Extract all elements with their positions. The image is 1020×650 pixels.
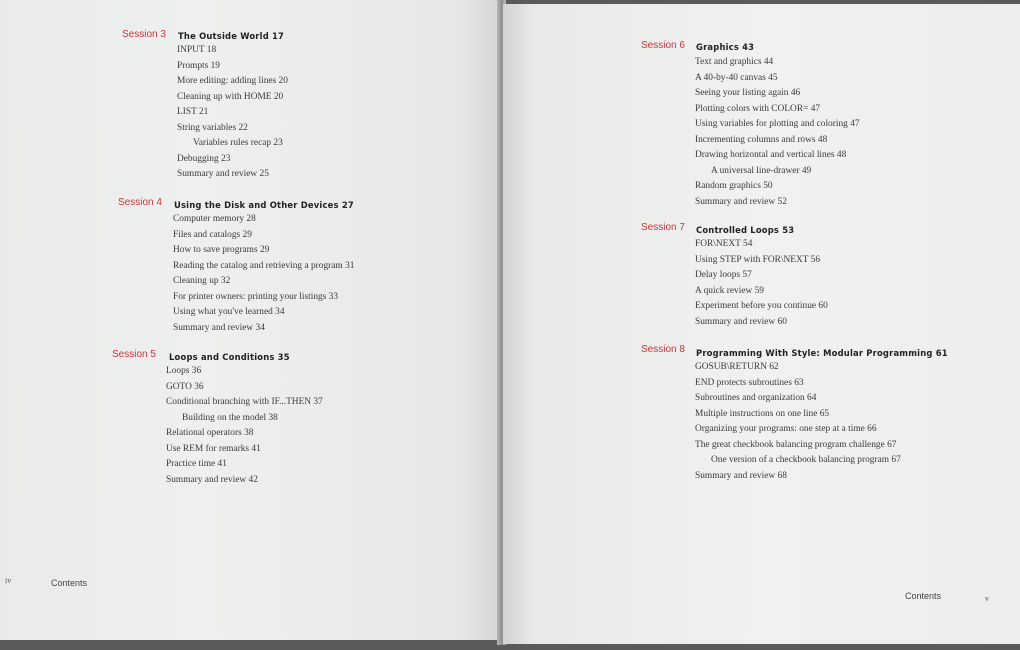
toc-entry: Cleaning up 32 — [173, 276, 231, 286]
toc-entry: Relational operators 38 — [166, 428, 254, 438]
page-number: v — [985, 594, 989, 603]
toc-entry: Experiment before you continue 60 — [695, 301, 828, 311]
toc-entry: Text and graphics 44 — [695, 57, 774, 67]
toc-entry: More editing: adding lines 20 — [177, 76, 288, 86]
toc-entry: Summary and review 25 — [177, 169, 269, 179]
session-label: Session 4 — [118, 197, 162, 208]
session-label: Session 3 — [122, 29, 166, 40]
toc-subentry: Building on the model 38 — [182, 412, 278, 423]
toc-subentry: A universal line-drawer 49 — [711, 165, 812, 176]
toc-entry: For printer owners: printing your listings 33 — [173, 291, 339, 302]
toc-entry: Plotting colors with COLOR= 47 — [695, 103, 821, 114]
toc-entry: How to save programs 29 — [173, 245, 270, 255]
toc-entry: Drawing horizontal and vertical lines 48 — [695, 150, 847, 160]
entry-list — [177, 43, 288, 183]
toc-entry: Use REM for remarks 41 — [166, 443, 261, 454]
toc-entry: The great checkbook balancing program challenge 67 — [695, 439, 897, 450]
right-page — [503, 4, 1020, 644]
toc-entry: Incrementing columns and rows 48 — [695, 134, 828, 145]
toc-entry: Seeing your listing again 46 — [695, 88, 801, 98]
session-title: Graphics 43 — [696, 42, 755, 52]
session-title: Programming With Style: Modular Programming 61 — [696, 348, 948, 358]
toc-entry: String variables 22 — [177, 122, 248, 133]
page-number: iv — [5, 576, 12, 585]
toc-entry: Summary and review 52 — [695, 196, 787, 207]
running-footer: Contents — [51, 578, 88, 588]
toc-entry: LIST 21 — [177, 107, 209, 117]
running-footer: Contents — [905, 591, 942, 601]
toc-entry: INPUT 18 — [177, 45, 217, 55]
toc-entry: GOSUB\RETURN 62 — [695, 362, 779, 372]
toc-entry: Cleaning up with HOME 20 — [177, 91, 284, 102]
left-page — [0, 0, 500, 640]
toc-entry: FOR\NEXT 54 — [695, 239, 753, 249]
entry-list — [173, 212, 354, 336]
entry-list — [695, 237, 828, 330]
toc-subentry: One version of a checkbook balancing program 67 — [711, 455, 901, 465]
toc-entry: Using what you've learned 34 — [173, 307, 285, 317]
toc-entry: Practice time 41 — [166, 459, 227, 469]
session-label: Session 6 — [641, 40, 685, 51]
entry-list — [695, 55, 860, 210]
session-title: Controlled Loops 53 — [696, 225, 795, 235]
toc-entry: Computer memory 28 — [173, 214, 256, 224]
toc-entry: Organizing your programs: one step at a time 66 — [695, 424, 877, 434]
toc-subentry: Variables rules recap 23 — [193, 138, 283, 148]
session-title: Using the Disk and Other Devices 27 — [174, 200, 354, 210]
toc-entry: Subroutines and organization 64 — [695, 393, 817, 403]
toc-entry: A 40-by-40 canvas 45 — [695, 72, 778, 83]
toc-entry: Prompts 19 — [177, 60, 220, 71]
entry-list — [166, 364, 323, 488]
toc-entry: Summary and review 34 — [173, 322, 265, 333]
session-label: Session 5 — [112, 349, 156, 360]
toc-entry: Using STEP with FOR\NEXT 56 — [695, 254, 821, 265]
toc-entry: Files and catalogs 29 — [173, 229, 252, 240]
toc-entry: Delay loops 57 — [695, 270, 752, 280]
toc-entry: END protects subroutines 63 — [695, 377, 804, 388]
entry-list — [695, 360, 901, 484]
toc-entry: Conditional branching with IF...THEN 37 — [166, 397, 323, 407]
toc-entry: A quick review 59 — [695, 285, 764, 296]
toc-entry: Reading the catalog and retrieving a program 31 — [173, 260, 355, 271]
toc-entry: Summary and review 42 — [166, 474, 258, 485]
toc-entry: Summary and review 68 — [695, 470, 787, 481]
toc-entry: Loops 36 — [166, 366, 202, 376]
toc-entry: Random graphics 50 — [695, 181, 773, 191]
session-label: Session 8 — [641, 344, 685, 355]
session-title: Loops and Conditions 35 — [169, 352, 290, 362]
session-title: The Outside World 17 — [178, 31, 285, 41]
toc-entry: Debugging 23 — [177, 153, 231, 164]
toc-entry: GOTO 36 — [166, 381, 204, 392]
toc-entry: Multiple instructions on one line 65 — [695, 408, 830, 419]
toc-entry: Using variables for plotting and coloring 47 — [695, 119, 860, 129]
toc-entry: Summary and review 60 — [695, 316, 787, 327]
session-label: Session 7 — [641, 222, 685, 233]
